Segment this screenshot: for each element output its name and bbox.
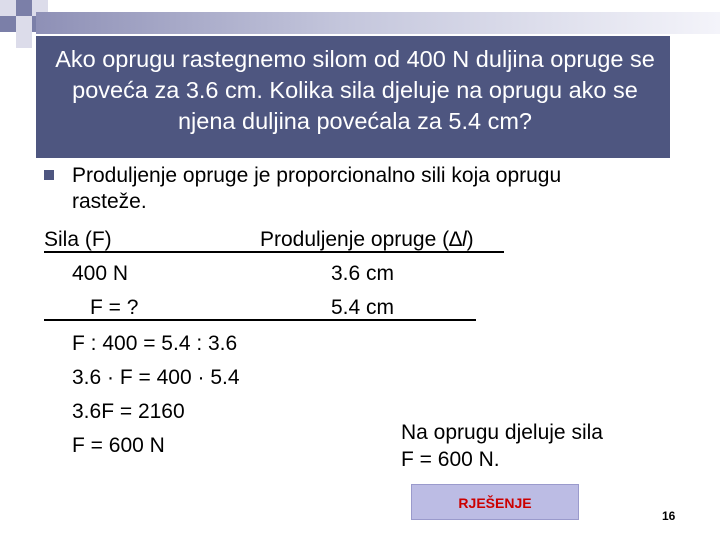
- solution-line-2: 3.6 · F = 400 · 5.4: [72, 366, 240, 389]
- solution-line-3: 3.6F = 2160: [72, 400, 185, 423]
- l-symbol: l: [461, 228, 467, 251]
- table-row1-extension: 3.6 cm: [331, 262, 395, 285]
- header-extension-text: Produljenje opruge (: [260, 228, 450, 251]
- answer-line-1: Na oprugu djeluje sila: [401, 421, 603, 444]
- page-number: 16: [662, 509, 676, 523]
- table-header-force: Sila (F): [44, 228, 112, 251]
- decor-square: [16, 32, 32, 48]
- table-header-underline: [44, 251, 504, 253]
- table-header-extension: [260, 227, 474, 253]
- delta-symbol: ∆: [449, 228, 462, 251]
- decor-square: [0, 16, 16, 32]
- header-close-paren: ): [466, 228, 474, 251]
- answer-line-2: F = 600 N.: [401, 448, 500, 471]
- solution-line-4: F = 600 N: [72, 434, 165, 457]
- decor-square: [16, 0, 32, 16]
- solution-line-1: F : 400 = 5.4 : 3.6: [72, 332, 238, 355]
- problem-statement: Ako oprugu rastegnemo silom od 400 N duljina opruge se poveća za 3.6 cm. Kolika sila djeluje na oprugu ako se njena duljina povećala za 5.4 cm?: [55, 46, 655, 134]
- decor-square: [0, 0, 16, 16]
- solution-button[interactable]: [411, 484, 579, 520]
- bullet-line-1: Produljenje opruge je proporcionalno sili koja oprugu: [72, 164, 562, 187]
- bullet-square-icon: [44, 170, 54, 180]
- decor-square: [16, 16, 32, 32]
- table-row2-force: F = ?: [90, 296, 139, 319]
- solution-button-label: RJEŠENJE: [458, 495, 532, 511]
- table-row1-force: 400 N: [72, 262, 129, 285]
- header-gradient-bar: [36, 12, 720, 34]
- bullet-line-2: rasteže.: [72, 190, 147, 213]
- table-row2-extension: 5.4 cm: [331, 296, 395, 319]
- table-row2-underline: [44, 319, 476, 321]
